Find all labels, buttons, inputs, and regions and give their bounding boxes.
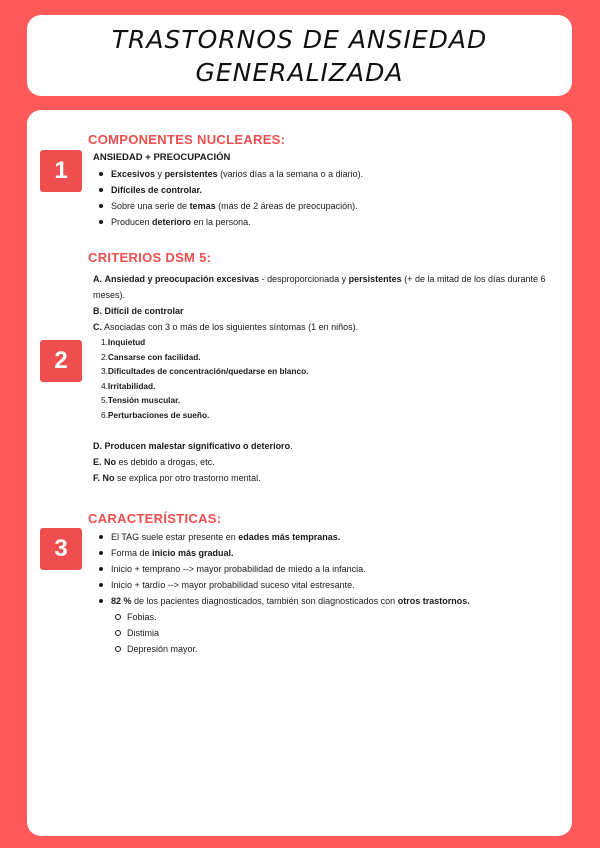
list-item: Forma de inicio más gradual. — [93, 545, 555, 561]
core-list — [93, 166, 555, 230]
features-list — [93, 529, 555, 609]
criterion-c: C. Asociadas con 3 o más de los siguientes síntomas (1 en niños). — [93, 322, 359, 332]
list-item: 5.Tensión muscular. — [101, 395, 181, 405]
list-item: 1.Inquietud — [101, 337, 146, 347]
criterion-d: D. Producen malestar significativo o deterioro. — [93, 441, 293, 451]
list-item: 82 % de los pacientes diagnosticados, también son diagnosticados con otros trastornos. — [93, 593, 555, 609]
title-card — [27, 15, 572, 96]
list-item: 2.Cansarse con facilidad. — [101, 351, 201, 362]
core-heading: ANSIEDAD + PREOCUPACIÓN — [93, 152, 231, 163]
page-title-line-2: GENERALIZADA — [195, 57, 404, 87]
list-item: El TAG suele estar presente en edades más tempranas. — [93, 529, 555, 545]
criterion-b: B. Difícil de controlar — [93, 306, 184, 316]
criterion-e: E. No es debido a drogas, etc. — [93, 457, 215, 467]
list-item: Inicio + tardío --> mayor probabilidad suceso vital estresante. — [93, 577, 555, 593]
symptom-list — [93, 335, 555, 422]
page-title-line-1: TRASTORNOS DE ANSIEDAD — [111, 24, 488, 54]
list-item: Difíciles de controlar. — [93, 182, 555, 198]
section-title-3: CARACTERÍSTICAS: — [88, 511, 222, 526]
section-title-1: COMPONENTES NUCLEARES: — [88, 132, 286, 147]
section-2-body — [93, 271, 555, 486]
section-title-2: CRITERIOS DSM 5: — [88, 250, 212, 265]
section-number-1: 1 — [40, 150, 82, 192]
list-item: 6.Perturbaciones de sueño. — [101, 409, 210, 420]
list-item: 4.Irritabilidad. — [101, 380, 156, 391]
list-item: Producen deterioro en la persona. — [93, 214, 555, 230]
section-3-body — [93, 529, 555, 657]
criterion-a: A. Ansiedad y preocupación excesivas - desproporcionada y persistentes (+ de la mitad de los días durante 6 meses). — [93, 274, 546, 300]
list-item: Sobre una serie de temas (más de 2 áreas de preocupación). — [93, 198, 555, 214]
comorbidity-list — [93, 609, 555, 657]
list-item: Fobias. — [93, 609, 555, 625]
section-1-body — [93, 150, 555, 230]
section-number-3: 3 — [40, 528, 82, 570]
list-item: Inicio + temprano --> mayor probabilidad de miedo a la infancia. — [93, 561, 555, 577]
content-card — [27, 110, 572, 836]
list-item: Depresión mayor. — [93, 641, 555, 657]
list-item: 3.Dificultades de concentración/quedarse en blanco. — [101, 366, 309, 376]
criterion-f: F. No se explica por otro trastorno mental. — [93, 473, 261, 483]
section-number-2: 2 — [40, 340, 82, 382]
list-item: Excesivos y persistentes (varios días a la semana o a diario). — [93, 166, 555, 182]
list-item: Distimia — [93, 625, 555, 641]
